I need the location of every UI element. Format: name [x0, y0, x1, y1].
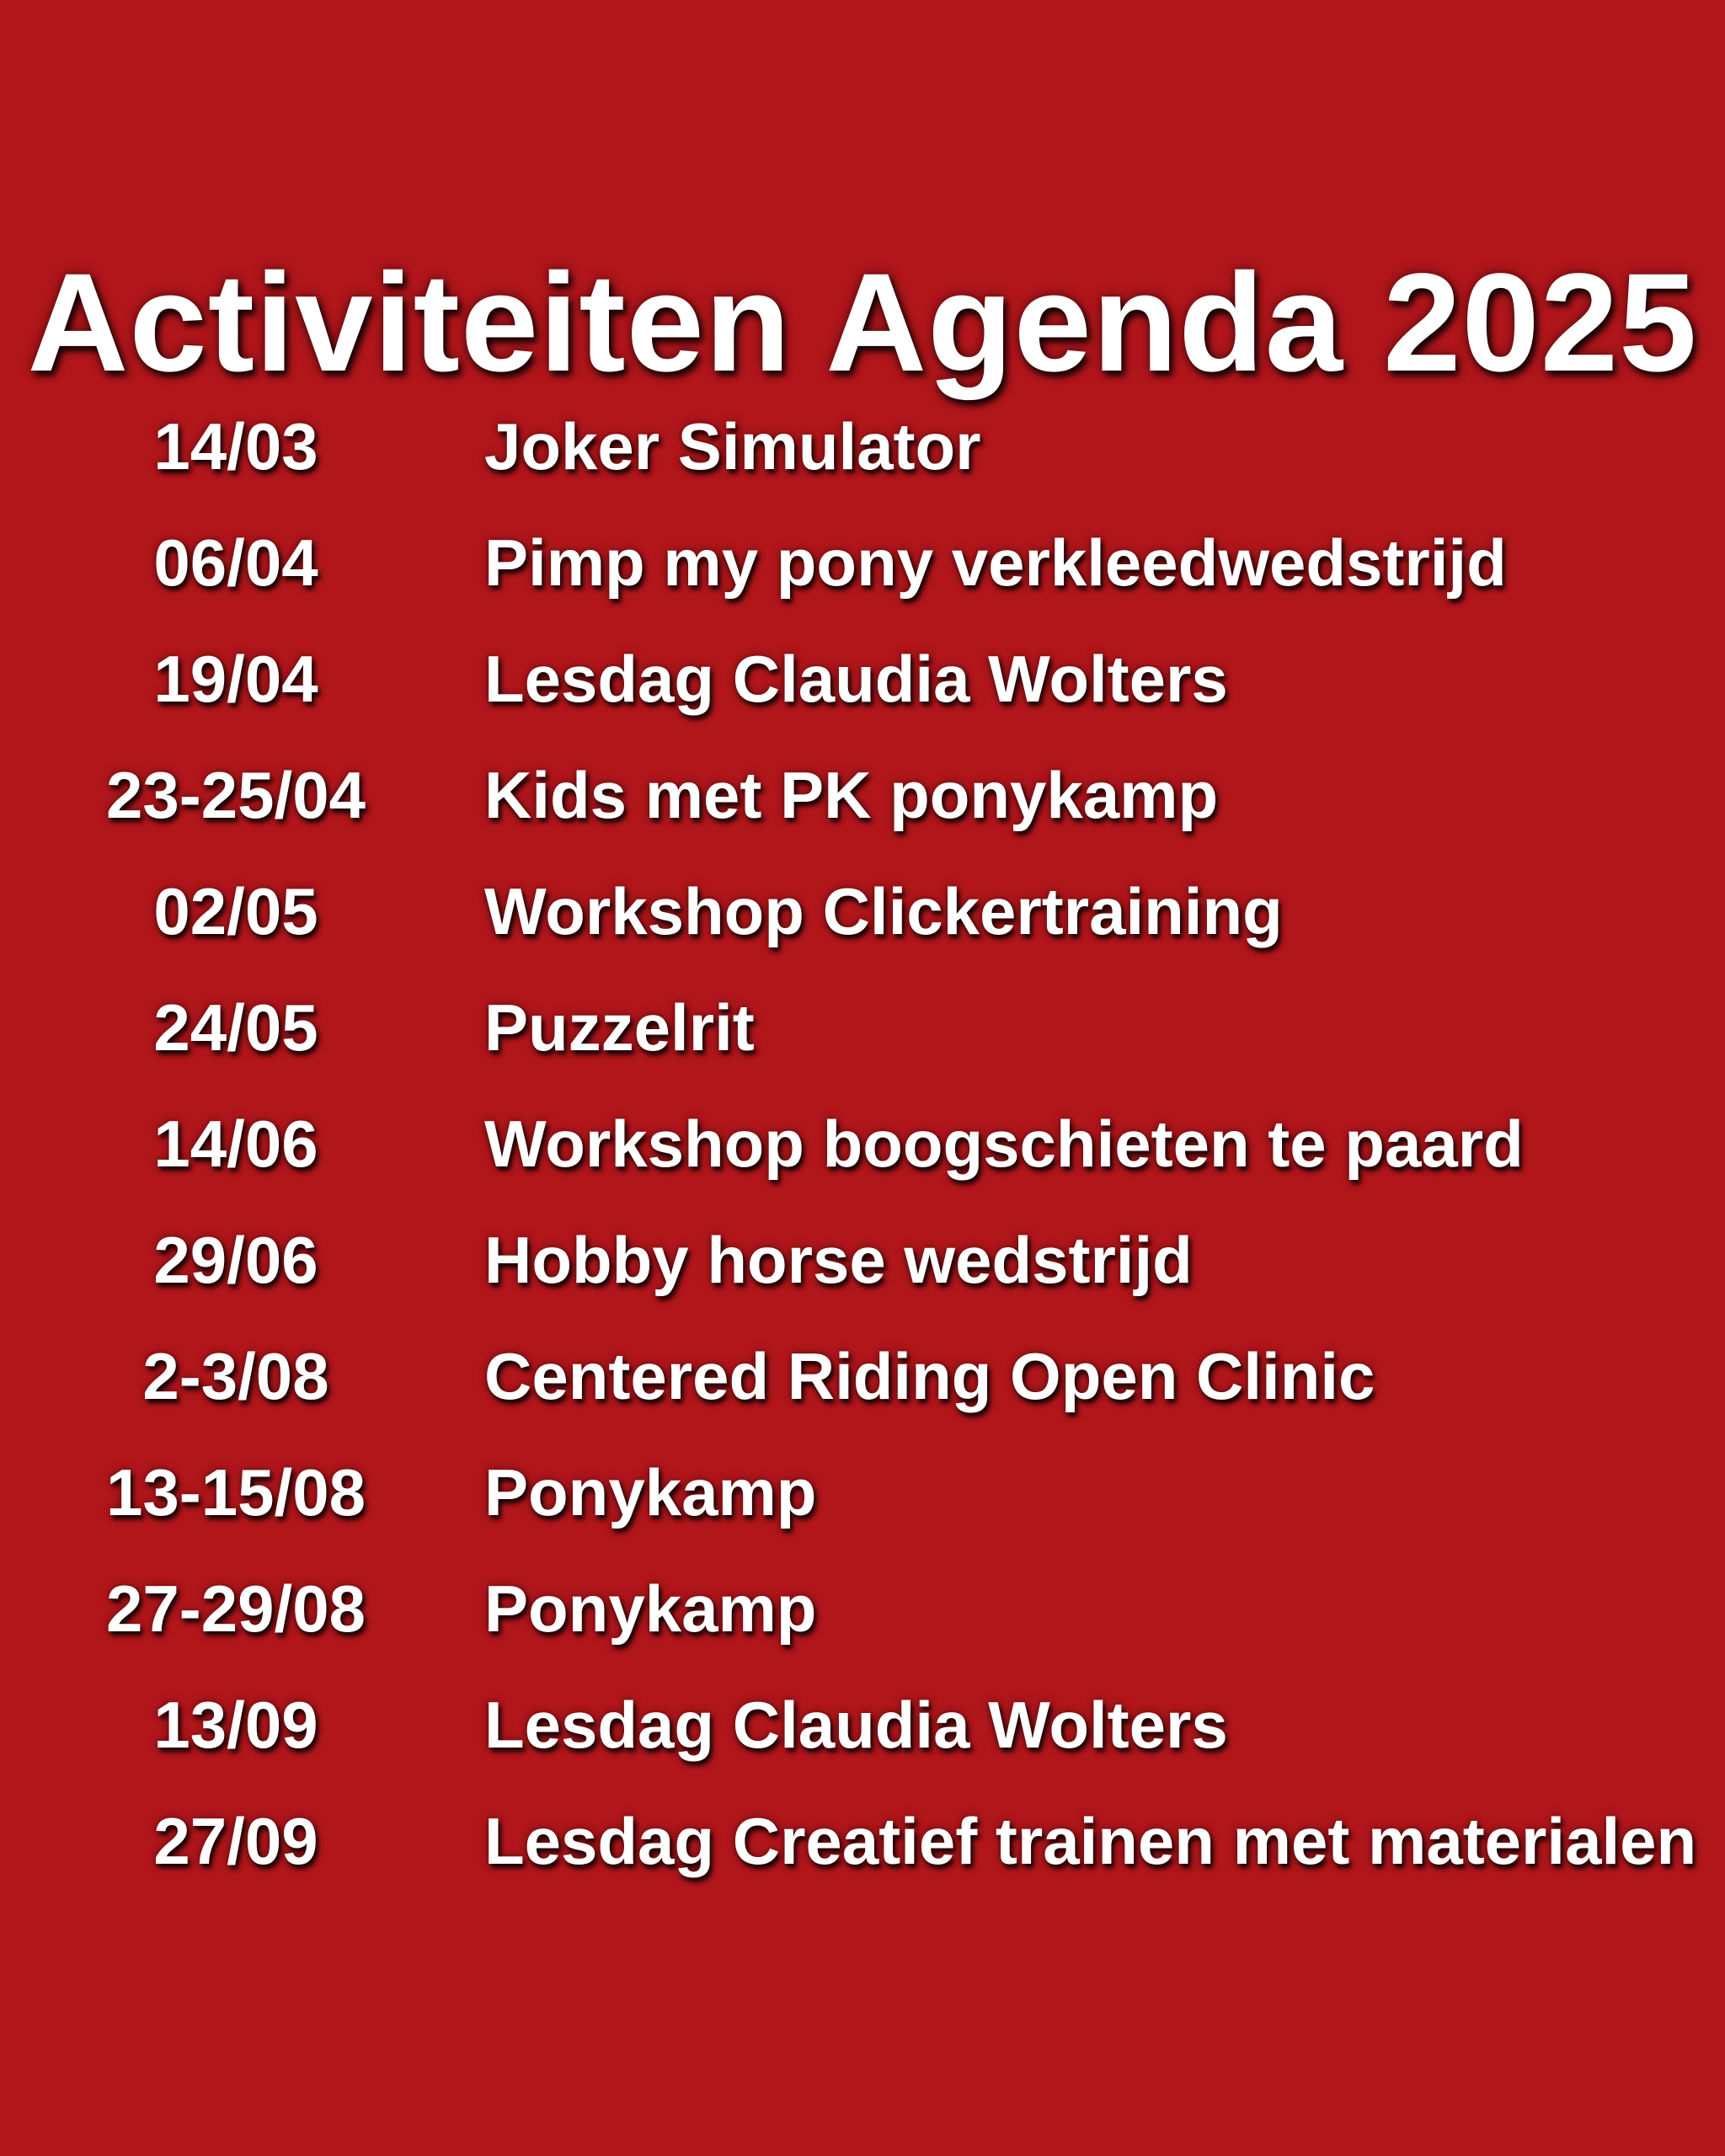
- list-item: [0, 1688, 1725, 1804]
- event-name: Ponykamp: [484, 1572, 817, 1646]
- event-name: Puzzelrit: [484, 990, 755, 1065]
- event-name: Lesdag Claudia Wolters: [484, 642, 1228, 716]
- list-item: [0, 1804, 1725, 1920]
- list-item: [0, 1572, 1725, 1688]
- event-name: Joker Simulator: [484, 409, 981, 483]
- event-date: 14/06: [153, 1107, 318, 1181]
- event-date: 23-25/04: [106, 758, 366, 832]
- event-name: Workshop Clickertraining: [484, 874, 1283, 948]
- event-name: Lesdag Claudia Wolters: [484, 1688, 1228, 1762]
- list-item: [0, 642, 1725, 758]
- event-name: Hobby horse wedstrijd: [484, 1223, 1193, 1297]
- event-name: Lesdag Creatief trainen met materialen: [484, 1804, 1697, 1878]
- event-date: 24/05: [153, 990, 318, 1065]
- list-item: [0, 1223, 1725, 1339]
- event-date: 13/09: [153, 1688, 318, 1762]
- event-date: 02/05: [153, 874, 318, 948]
- event-name: Ponykamp: [484, 1455, 817, 1529]
- event-date: 29/06: [153, 1223, 318, 1297]
- event-date: 27/09: [153, 1804, 318, 1878]
- event-name: Pimp my pony verkleedwedstrijd: [484, 526, 1507, 600]
- event-name: Workshop boogschieten te paard: [484, 1107, 1524, 1181]
- list-item: [0, 990, 1725, 1107]
- event-date: 27-29/08: [106, 1572, 366, 1646]
- event-date: 19/04: [153, 642, 318, 716]
- event-name: Centered Riding Open Clinic: [484, 1339, 1375, 1413]
- event-name: Kids met PK ponykamp: [484, 758, 1219, 832]
- event-date: 13-15/08: [106, 1455, 366, 1529]
- page-title: Activiteiten Agenda 2025: [27, 245, 1698, 402]
- list-item: [0, 1455, 1725, 1572]
- event-date: 06/04: [153, 526, 318, 600]
- list-item: [0, 1107, 1725, 1223]
- list-item: [0, 1339, 1725, 1455]
- list-item: [0, 526, 1725, 642]
- event-date: 14/03: [153, 409, 318, 483]
- list-item: [0, 409, 1725, 526]
- list-item: [0, 758, 1725, 874]
- event-list: [0, 409, 1725, 1920]
- list-item: [0, 874, 1725, 990]
- event-date: 2-3/08: [142, 1339, 329, 1413]
